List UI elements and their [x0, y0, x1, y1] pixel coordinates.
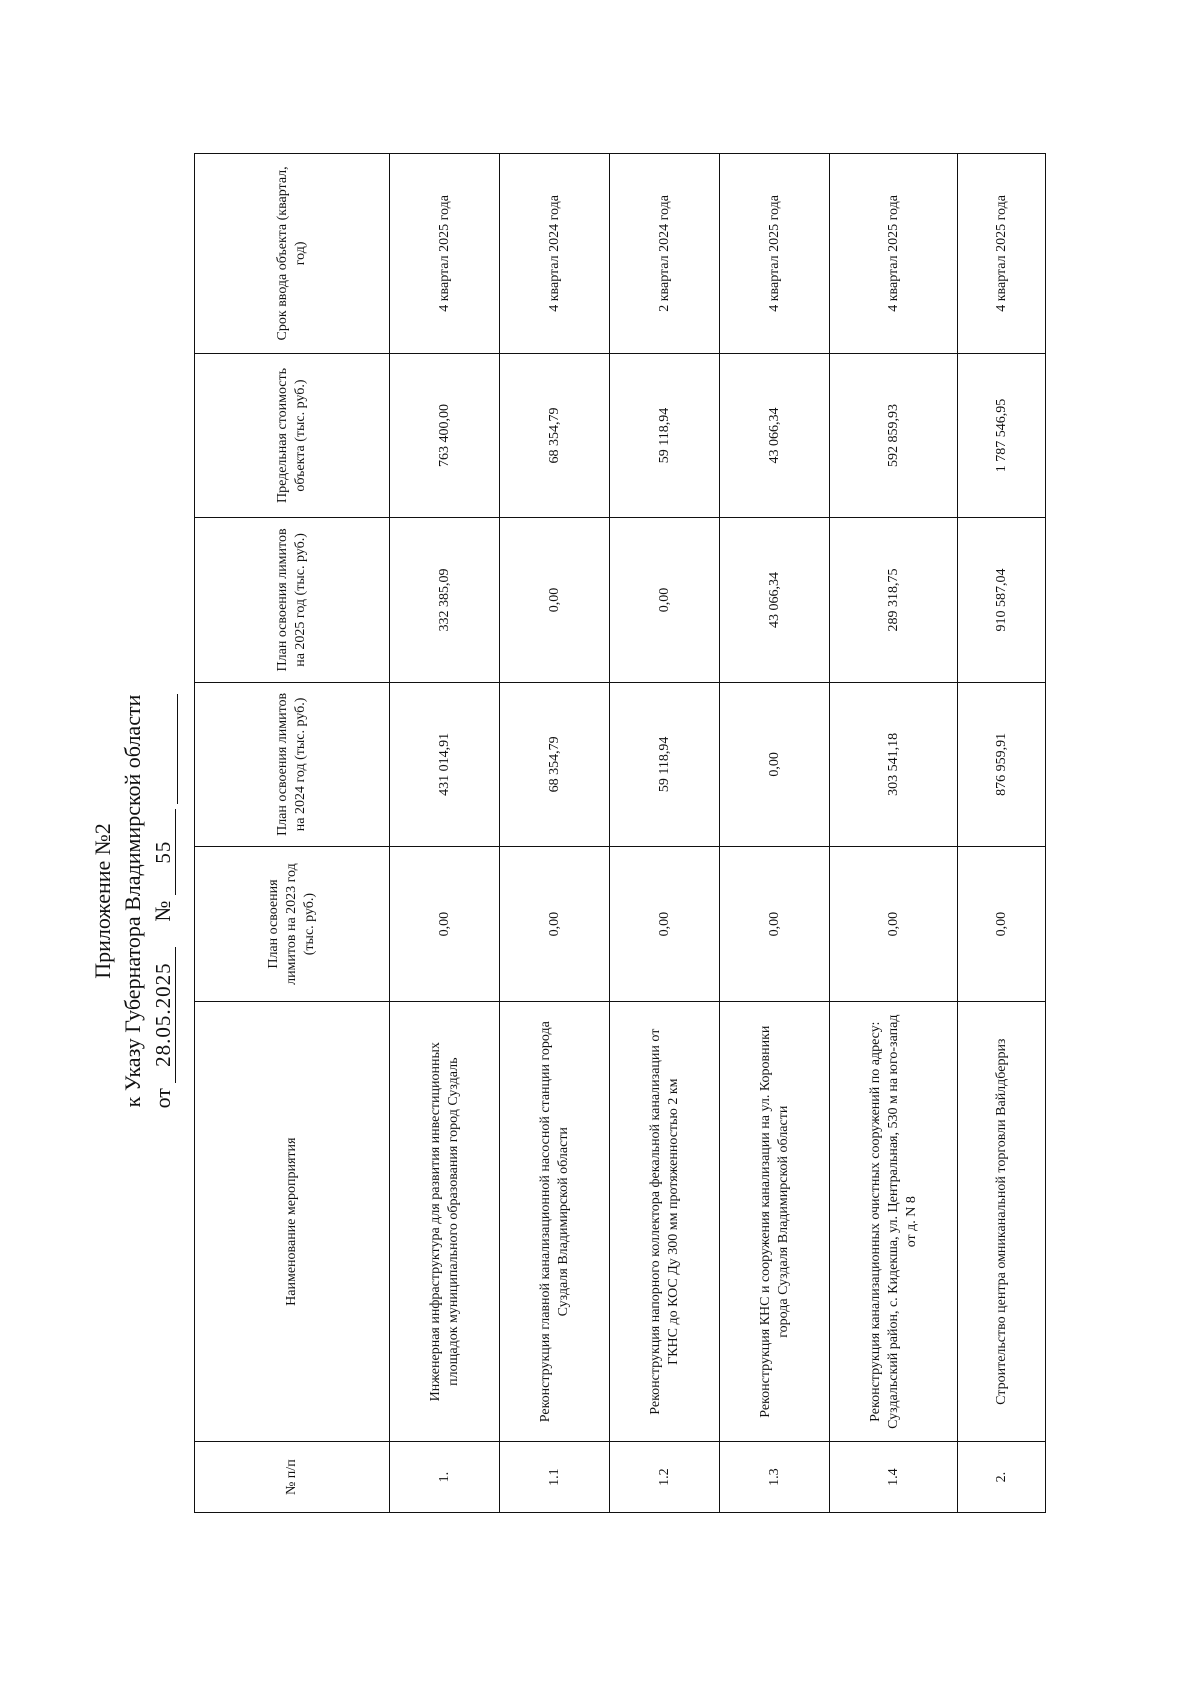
plan-2025-value: 0,00: [500, 518, 610, 682]
column-header-plan-2024: План освоения лимитов на 2024 год (тыс. руб.): [195, 682, 390, 846]
project-name: Реконструкция напорного коллектора фекальной канализации от ГКНС до КОС Ду 300 мм протяженностью 2 км: [610, 1002, 720, 1442]
project-name: Строительство центра омниканальной торговли Вайлдберриз: [958, 1002, 1046, 1442]
plan-2023-value: 0,00: [830, 847, 958, 1002]
date-prefix: от: [150, 1088, 175, 1109]
column-header-number: № п/п: [195, 1442, 390, 1513]
plan-2024-value: 876 959,91: [958, 682, 1046, 846]
commissioning-term-value: 4 квартал 2025 года: [390, 154, 500, 354]
column-header-plan-2023: План освоения лимитов на 2023 год (тыс. руб.): [195, 847, 390, 1002]
max-cost-value: 763 400,00: [390, 353, 500, 517]
max-cost-value: 43 066,34: [720, 353, 830, 517]
plan-2023-value: 0,00: [610, 847, 720, 1002]
commissioning-term-value: 4 квартал 2025 года: [958, 154, 1046, 354]
number-prefix: №: [150, 900, 175, 922]
appendix-title: Приложение №2: [90, 823, 115, 979]
plan-2024-value: 0,00: [720, 682, 830, 846]
max-cost-value: 1 787 546,95: [958, 353, 1046, 517]
max-cost-value: 592 859,93: [830, 353, 958, 517]
plan-2025-value: 910 587,04: [958, 518, 1046, 682]
plan-2025-value: 289 318,75: [830, 518, 958, 682]
commissioning-term-value: 4 квартал 2024 года: [500, 154, 610, 354]
row-number: 1.: [390, 1442, 500, 1513]
decree-number: 55: [151, 809, 176, 895]
column-header-plan-2025: План освоения лимитов на 2025 год (тыс. руб.): [195, 518, 390, 682]
project-name: Реконструкция КНС и сооружения канализации на ул. Коровники города Суздаля Владимирской области: [720, 1002, 830, 1442]
underline-tail: [155, 694, 178, 804]
project-name: Инженерная инфраструктура для развития инвестиционных площадок муниципального образования город Суздаль: [390, 1002, 500, 1442]
column-header-max-cost: Предельная стоимость объекта (тыс. руб.): [195, 353, 390, 517]
commissioning-term-value: 4 квартал 2025 года: [720, 154, 830, 354]
plan-2024-value: 68 354,79: [500, 682, 610, 846]
plan-2024-value: 59 118,94: [610, 682, 720, 846]
project-name: Реконструкция главной канализационной насосной станции города Суздаля Владимирской области: [500, 1002, 610, 1442]
plan-2023-value: 0,00: [390, 847, 500, 1002]
max-cost-value: 59 118,94: [610, 353, 720, 517]
plan-2023-value: 0,00: [958, 847, 1046, 1002]
appendix-subtitle: к Указу Губернатора Владимирской области: [120, 694, 145, 1108]
plan-2025-value: 332 385,09: [390, 518, 500, 682]
project-name: Реконструкция канализационных очистных сооружений по адресу: Суздальский район, с. Кидекша, ул. Центральная, 530 м на юго-запад от д. N 8: [830, 1002, 958, 1442]
decree-date: 28.05.2025: [151, 947, 176, 1083]
column-header-name: Наименование мероприятия: [195, 1002, 390, 1442]
table-row: [500, 154, 610, 1513]
plan-2024-value: 431 014,91: [390, 682, 500, 846]
plan-2024-value: 303 541,18: [830, 682, 958, 846]
plan-2023-value: 0,00: [500, 847, 610, 1002]
plan-2023-value: 0,00: [720, 847, 830, 1002]
row-number: 1.1: [500, 1442, 610, 1513]
row-number: 1.2: [610, 1442, 720, 1513]
investment-projects-table: [194, 153, 1046, 1513]
table-row: [720, 154, 830, 1513]
table-row: [610, 154, 720, 1513]
commissioning-term-value: 2 квартал 2024 года: [610, 154, 720, 354]
row-number: 2.: [958, 1442, 1046, 1513]
decree-reference: [148, 401, 178, 1401]
table-header-row: [195, 154, 390, 1513]
table-row: [390, 154, 500, 1513]
column-header-commissioning-term: Срок ввода объекта (квартал, год): [195, 154, 390, 354]
plan-2025-value: 43 066,34: [720, 518, 830, 682]
table-row: [830, 154, 958, 1513]
plan-2025-value: 0,00: [610, 518, 720, 682]
rotated-page: [50, 101, 1150, 1601]
max-cost-value: 68 354,79: [500, 353, 610, 517]
table-row: [958, 154, 1046, 1513]
row-number: 1.3: [720, 1442, 830, 1513]
row-number: 1.4: [830, 1442, 958, 1513]
document-header: [88, 401, 178, 1401]
commissioning-term-value: 4 квартал 2025 года: [830, 154, 958, 354]
